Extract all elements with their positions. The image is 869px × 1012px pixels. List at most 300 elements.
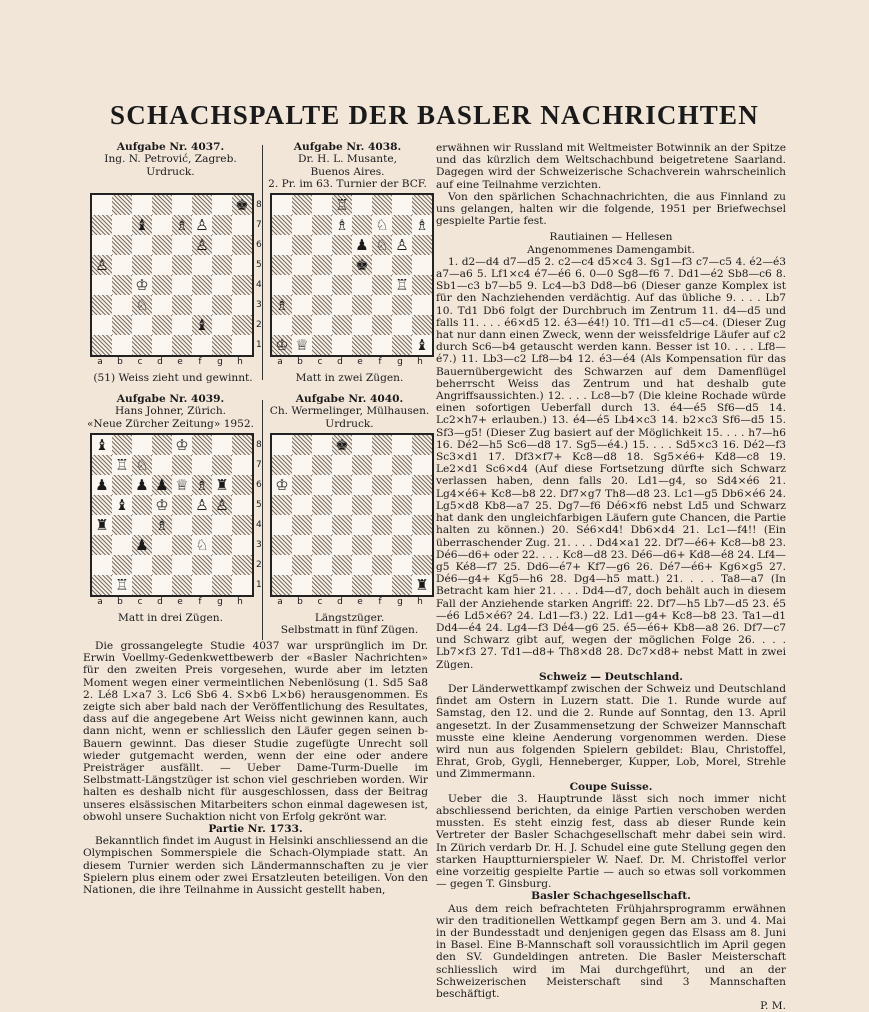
board-square — [392, 295, 412, 315]
board-square — [152, 455, 172, 475]
board-square — [392, 255, 412, 275]
board-square — [272, 275, 292, 295]
rank-label: 1 — [256, 340, 262, 350]
board-square — [92, 535, 112, 555]
problem-caption: (51) Weiss zieht und gewinnt. — [93, 372, 253, 384]
board-square — [332, 275, 352, 295]
board-square — [312, 555, 332, 575]
board-square — [212, 195, 232, 215]
board-square — [232, 295, 252, 315]
board-square — [292, 235, 312, 255]
board-square — [272, 555, 292, 575]
board-square — [192, 555, 212, 575]
board-square — [132, 555, 152, 575]
board-square — [332, 515, 352, 535]
file-label: b — [297, 597, 303, 607]
board-square — [92, 195, 112, 215]
chess-piece-icon: ♔ — [155, 496, 169, 514]
chess-piece-icon: ♗ — [415, 216, 429, 234]
problem-caption: Matt in zwei Zügen. — [295, 372, 404, 384]
board-square — [372, 335, 392, 355]
board-square — [372, 455, 392, 475]
board-square — [352, 555, 372, 575]
board-square — [272, 515, 292, 535]
board-square — [272, 255, 292, 275]
board-square — [352, 535, 372, 555]
board-square — [232, 475, 252, 495]
board-square — [92, 295, 112, 315]
board-square — [392, 315, 412, 335]
caption-line: Längstzüger. — [314, 612, 385, 624]
file-label: c — [317, 597, 323, 607]
board-square — [212, 315, 232, 335]
chess-piece-icon: ♔ — [275, 476, 289, 494]
board-square — [92, 235, 112, 255]
players: Rautiainen — Hellesen — [549, 231, 673, 244]
board-square — [232, 275, 252, 295]
board-square — [332, 555, 352, 575]
file-label: g — [217, 597, 223, 607]
board-square — [412, 235, 432, 255]
board-square — [372, 575, 392, 595]
partie-paragraph: Bekanntlich findet im August in Helsinki anschliessend an die Olympischen Sommerspiele die Schach-Olympiade statt. An diesem Turnier werden sich Ländermannschaften zu je vier Spielern plus einem oder zwei Ersatzleuten beteiligen. Von den Nationen, die ihre Teilnahme in Aussicht gestellt haben, — [83, 835, 428, 897]
board-square — [352, 335, 372, 355]
file-label: d — [337, 357, 343, 367]
board-square — [292, 455, 312, 475]
board-square — [332, 295, 352, 315]
board-square — [372, 255, 392, 275]
board-square — [412, 455, 432, 475]
chess-piece-icon: ♘ — [375, 216, 389, 234]
board-square — [232, 235, 252, 255]
problem-4038-header — [260, 141, 435, 191]
rank-label: 5 — [256, 500, 262, 510]
board-square — [332, 495, 352, 515]
board-square — [352, 195, 372, 215]
board-square — [312, 495, 332, 515]
section-title-bsg: Basler Schachgesellschaft. — [531, 890, 691, 903]
file-labels — [270, 357, 430, 367]
chess-piece-icon: ♟ — [135, 476, 149, 494]
chess-piece-icon: ♙ — [195, 236, 209, 254]
rank-label: 1 — [256, 580, 262, 590]
chess-piece-icon: ♘ — [135, 296, 149, 314]
board-square — [352, 475, 372, 495]
problem-4040-header — [262, 393, 437, 430]
board-square — [392, 495, 412, 515]
board-square — [112, 535, 132, 555]
board-square — [212, 515, 232, 535]
board-square — [292, 555, 312, 575]
board-square — [272, 575, 292, 595]
problem-title: Aufgabe Nr. 4039. — [116, 393, 225, 405]
board-square — [132, 315, 152, 335]
board-square — [232, 315, 252, 335]
chess-piece-icon: ♖ — [335, 196, 349, 214]
rank-label: 6 — [256, 480, 262, 490]
board-square — [232, 535, 252, 555]
board-square — [372, 495, 392, 515]
board-square — [332, 455, 352, 475]
chess-piece-icon: ♔ — [275, 336, 289, 354]
board-square — [212, 535, 232, 555]
board-square — [412, 195, 432, 215]
problem-caption: Matt in drei Zügen. — [118, 612, 223, 624]
chess-piece-icon: ♗ — [275, 296, 289, 314]
board-square — [412, 515, 432, 535]
board-square — [132, 335, 152, 355]
file-label: b — [117, 357, 123, 367]
board-square — [412, 255, 432, 275]
problem-source: «Neue Zürcher Zeitung» 1952. — [86, 417, 255, 430]
board-square — [152, 335, 172, 355]
board-square — [132, 575, 152, 595]
chess-piece-icon: ♚ — [335, 436, 349, 454]
chess-piece-icon: ♘ — [195, 536, 209, 554]
board-square — [172, 275, 192, 295]
board-square — [112, 275, 132, 295]
board-square — [372, 195, 392, 215]
file-label: b — [117, 597, 123, 607]
file-label: h — [417, 597, 423, 607]
problem-author: Ch. Wermelinger, Mülhausen. — [269, 405, 430, 418]
board-square — [332, 235, 352, 255]
problem-city: Buenos Aires. — [310, 165, 385, 178]
section-coupe: Ueber die 3. Hauptrunde lässt sich noch immer nicht abschliessend berichten, da einige Partien verschoben werden mussten. Es steht einzig fest, dass ab dieser Runde kein Vertreter der Basler Schachgesellschaft mehr dabei sein wird. In Zürich verdarb Dr. H. J. Schudel eine gute Stellung gegen den starken Hauptturnierspieler W. Naef. Dr. M. Christoffel verlor eine vorzeitig gespielte Partie — auch so etwas soll vorkommen — gegen T. Ginsburg. — [436, 792, 786, 891]
file-label: g — [217, 357, 223, 367]
file-label: a — [277, 357, 283, 367]
board-square — [412, 535, 432, 555]
chess-piece-icon: ♙ — [195, 496, 209, 514]
chess-piece-icon: ♔ — [175, 436, 189, 454]
rank-label: 8 — [256, 440, 262, 450]
board-square — [112, 315, 132, 335]
board-square — [372, 295, 392, 315]
right-column-text — [436, 142, 786, 1012]
board-square — [292, 275, 312, 295]
file-label: h — [237, 597, 243, 607]
chess-piece-icon: ♕ — [295, 336, 309, 354]
chess-board-4038 — [270, 193, 434, 357]
file-label: g — [397, 357, 403, 367]
board-square — [232, 555, 252, 575]
board-square — [392, 515, 412, 535]
chess-piece-icon: ♗ — [335, 216, 349, 234]
rank-label: 6 — [256, 240, 262, 250]
board-square — [412, 315, 432, 335]
file-label: f — [378, 357, 382, 367]
board-square — [312, 275, 332, 295]
board-square — [232, 455, 252, 475]
board-square — [92, 555, 112, 575]
chess-piece-icon: ♙ — [195, 216, 209, 234]
file-label: f — [378, 597, 382, 607]
chess-piece-icon: ♟ — [135, 536, 149, 554]
board-square — [212, 295, 232, 315]
file-label: d — [157, 597, 163, 607]
board-square — [92, 455, 112, 475]
section-schweiz: Der Länderwettkampf zwischen der Schweiz und Deutschland findet am Ostern in Luzern statt. Die 1. Runde wurde auf Samstag, den 12. und die 2. Runde auf Sonntag, den 13. April angesetzt. In der Zusammensetzung der Schweizer Mannschaft musste eine kleine Aenderung vorgenommen werden. Diese wird nun aus folgenden Spielern gebildet: Blau, Christoffel, Ehrat, Grob, Gygli, Henneberger, Kupper, Lob, Morel, Strehle und Zimmermann. — [436, 682, 786, 781]
board-square — [232, 495, 252, 515]
board-square — [112, 515, 132, 535]
file-label: c — [317, 357, 323, 367]
problem-source: 2. Pr. im 63. Turnier der BCF. — [268, 178, 427, 191]
board-square — [312, 575, 332, 595]
opening-name: Angenommenes Damengambit. — [527, 243, 695, 256]
caption-line: Selbstmatt in fünf Zügen. — [280, 624, 419, 637]
board-square — [112, 475, 132, 495]
board-square — [392, 535, 412, 555]
headline: SCHACHSPALTE DER BASLER NACHRICHTEN — [110, 100, 759, 130]
board-square — [132, 235, 152, 255]
left-column-text — [83, 640, 428, 896]
board-square — [312, 455, 332, 475]
section-title-schweiz: Schweiz — Deutschland. — [539, 670, 683, 683]
board-square — [152, 535, 172, 555]
file-labels — [270, 597, 430, 607]
problem-title: Aufgabe Nr. 4040. — [295, 393, 404, 405]
board-square — [312, 335, 332, 355]
file-label: b — [297, 357, 303, 367]
board-square — [172, 315, 192, 335]
game-moves: 1. d2—d4 d7—d5 2. c2—c4 d5×c4 3. Sg1—f3 c7—c5 4. é2—é3 a7—a6 5. Lf1×c4 é7—é6 6. 0—0 Sg8—f6 7. Dd1—é2 Sb8—c6 8. Sb1—c3 b7—b5 9. Lc4—b3 Dd8—b6 (Dieser ganze Komplex ist für den Nachziehenden verdächtig. Auf das übliche 9. . . . Lb7 10. Td1 Db6 folgt der Durchbruch im Zentrum 11. d4—d5 und falls 11. . . . é6×d5 12. é3—é4!) 10. Tf1—d1 c5—c4. (Dieser Zug hat nur dann einen Zweck, wenn der weissfeldrige Läufer auf c2 durch Sc6—b4 getauscht werden kann. Besser ist 10. . . . Lf8—é7.) 11. Lb3—c2 Lf8—b4 12. é3—é4 (Als Kompensation für das Bauernübergewicht des Schwarzen auf dem Damenflügel beherrscht Weiss das Zentrum und hat deshalb gute Angriffsaussichten.) 12. . . . Lc8—b7 (Die kleine Rochade würde einen sofortigen Ueberfall durch 13. é4—é5 Sf6—d5 14. Lc2×h7+ erlauben.) 13. é4—é5 Lb4×c3 14. b2×c3 Sf6—d5 15. Sf3—g5! (Dieser Zug basiert auf der Möglichkeit 15. . . . h7—h6 16. Dé2—h5 Sc6—d8 17. Sg5—é4.) 15. . . . Sd5×c3 16. Dé2—f3 Sc3×d1 17. Df3×f7+ Kc8—d8 18. Sg5×é6+ Kd8—c8 19. Le2×d1 Sc6×d4 (Auf diese Fortsetzung dürfte sich Schwarz verlassen haben, denn falls 20. Ld1—g4, so Sd4×é6 21. Lg4×é6+ Kc8—b8 22. Df7×g7 Th8—d8 23. Lc1—g5 Db6×é6 24. Lg5×d8 Kb8—a7 25. Dg7—f6 Dé6×f6 nebst Ld5 und Schwarz hat dank den ungleichfarbigen Läufern gute Chancen, die Partie halten zu können.) 20. Sé6×d4! Db6×d4 21. Lc1—f4!! (Ein überraschender Zug. 21. . . . Dd4×a1 22. Df7—é6+ Kc8—b8 23. Dé6—d6+ oder 22. . . . Kc8—d8 23. Dé6—d6+ Kd8—é8 24. Lf4—g5 Ké8—f7 25. Dd6—é7+ Kf7—g6 26. Dé7—é6+ Kg6×g5 27. Dé6—g4+ Kg5—h6 28. Dg4—h5 matt.) 21. . . . Ta8—a7 (In Betracht kam hier 21. . . . Dd4—d7, doch behält auch in diesem Fall der Anziehende starken Angriff: 22. Df7—h5 Lb7—d5 23. é5—é6 Ld5×é6? 24. Ld1—f3.) 22. Ld1—g4+ Kc8—b8 23. Ta1—d1 Dd4—é4 24. Lg4—f3 Dé4—g6 25. é5—é6+ Kb8—a8 26. Df7—c7 und Schwarz gibt auf, wegen der möglichen Folge 26. . . . Lb7×f3 27. Td1—d8+ Th8×d8 28. Dc7×d8+ nebst Matt in zwei Zügen. — [436, 255, 786, 671]
board-square — [292, 575, 312, 595]
board-square — [292, 295, 312, 315]
board-square — [112, 335, 132, 355]
board-square — [192, 195, 212, 215]
file-label: c — [137, 597, 143, 607]
rank-label: 4 — [256, 520, 262, 530]
board-square — [112, 435, 132, 455]
board-square — [312, 215, 332, 235]
chess-piece-icon: ♜ — [415, 576, 429, 594]
board-square — [312, 255, 332, 275]
chess-piece-icon: ♖ — [115, 456, 129, 474]
chess-piece-icon: ♝ — [95, 436, 109, 454]
board-square — [92, 495, 112, 515]
board-square — [372, 475, 392, 495]
chess-piece-icon: ♔ — [135, 276, 149, 294]
board-square — [232, 515, 252, 535]
board-square — [392, 335, 412, 355]
problem-source: Urdruck. — [146, 165, 195, 178]
board-square — [332, 255, 352, 275]
section-title-coupe: Coupe Suisse. — [569, 780, 653, 793]
chess-piece-icon: ♟ — [155, 476, 169, 494]
board-square — [232, 215, 252, 235]
board-square — [272, 195, 292, 215]
board-square — [412, 475, 432, 495]
board-square — [412, 295, 432, 315]
chess-piece-icon: ♝ — [415, 336, 429, 354]
board-square — [192, 335, 212, 355]
board-square — [392, 435, 412, 455]
file-labels — [90, 357, 250, 367]
chess-piece-icon: ♙ — [215, 496, 229, 514]
file-label: c — [137, 357, 143, 367]
board-square — [352, 315, 372, 335]
rank-label: 7 — [256, 460, 262, 470]
chess-piece-icon: ♙ — [95, 256, 109, 274]
board-square — [172, 535, 192, 555]
board-square — [172, 235, 192, 255]
board-square — [272, 495, 292, 515]
board-square — [192, 255, 212, 275]
board-square — [292, 315, 312, 335]
board-square — [312, 295, 332, 315]
board-square — [232, 255, 252, 275]
board-square — [152, 435, 172, 455]
problem-author: Ing. N. Petrović, Zagreb. — [104, 153, 237, 166]
board-square — [152, 315, 172, 335]
board-square — [152, 195, 172, 215]
study-paragraph: Die grossangelegte Studie 4037 war ursprünglich im Dr. Erwin Voellmy-Gedenkwettbewerb der «Basler Nachrichten» für den zweiten Preis vorgesehen, wurde aber im letzten Moment wegen einer vermeintlichen Nebenlösung (1. Sd5 Sa8 2. Lé8 L×a7 3. Lc6 Sb6 4. S×b6 L×b6) herausgenommen. Es zeigte sich aber bald nach der Veröffentlichung des Resultates, dass auf die angegebene Art Weiss nicht gewinnen kann, auch dann nicht, wenn er schliesslich den Läufer gegen seinen b-Bauern gewinnt. Das dieser Studie zugefügte Unrecht soll wieder gutgemacht werden, wenn der eine oder andere Preisträger ausfällt. — Ueber Dame-Turm-Duelle im Selbstmatt-Längstzüger ist schon viel geschrieben worden. Wir halten es deshalb nicht für ausgeschlossen, dass der Beitrag unseres elsässischen Mitarbeiters schon einmal dagewesen ist, obwohl unsere Suchaktion nicht von Erfolg gekrönt war. — [83, 640, 428, 823]
signature: P. M. — [760, 1000, 786, 1012]
board-square — [172, 255, 192, 275]
board-square — [352, 215, 372, 235]
board-square — [152, 255, 172, 275]
board-square — [352, 455, 372, 475]
board-square — [292, 255, 312, 275]
board-square — [192, 455, 212, 475]
chess-board-4039 — [90, 433, 254, 597]
board-square — [312, 235, 332, 255]
board-square — [332, 575, 352, 595]
board-square — [172, 495, 192, 515]
board-square — [412, 275, 432, 295]
board-square — [392, 555, 412, 575]
board-square — [212, 215, 232, 235]
board-square — [412, 435, 432, 455]
board-square — [132, 255, 152, 275]
board-square — [172, 335, 192, 355]
board-square — [272, 215, 292, 235]
board-square — [152, 295, 172, 315]
file-label: e — [177, 597, 183, 607]
board-square — [172, 555, 192, 575]
board-square — [132, 195, 152, 215]
intro-paragraph-2: Von den spärlichen Schachnachrichten, die aus Finnland zu uns gelangen, halten wir die folgende, 1951 per Briefwechsel gespielte Partie fest. — [436, 190, 786, 228]
rank-label: 7 — [256, 220, 262, 230]
board-square — [352, 275, 372, 295]
board-square — [372, 275, 392, 295]
file-label: h — [417, 357, 423, 367]
board-square — [212, 575, 232, 595]
chess-piece-icon: ♖ — [395, 276, 409, 294]
board-square — [392, 215, 412, 235]
file-label: e — [357, 357, 363, 367]
file-label: a — [277, 597, 283, 607]
board-square — [112, 235, 132, 255]
board-square — [412, 555, 432, 575]
file-label: g — [397, 597, 403, 607]
rank-label: 2 — [256, 560, 262, 570]
board-square — [352, 495, 372, 515]
problem-source: Urdruck. — [325, 417, 374, 430]
board-square — [192, 295, 212, 315]
board-square — [192, 515, 212, 535]
chess-board-4037 — [90, 193, 254, 357]
file-label: f — [198, 597, 202, 607]
board-square — [332, 535, 352, 555]
chess-piece-icon: ♕ — [175, 476, 189, 494]
board-square — [212, 275, 232, 295]
problem-title: Aufgabe Nr. 4037. — [116, 141, 225, 153]
board-square — [172, 295, 192, 315]
file-label: a — [97, 597, 103, 607]
board-square — [172, 195, 192, 215]
file-label: d — [157, 357, 163, 367]
board-square — [332, 315, 352, 335]
chess-piece-icon: ♙ — [395, 236, 409, 254]
rank-label: 8 — [256, 200, 262, 210]
chess-piece-icon: ♚ — [355, 256, 369, 274]
rank-label: 3 — [256, 540, 262, 550]
board-square — [92, 575, 112, 595]
rank-label: 5 — [256, 260, 262, 270]
board-square — [372, 535, 392, 555]
chess-piece-icon: ♝ — [135, 216, 149, 234]
chess-piece-icon: ♟ — [355, 236, 369, 254]
problem-caption — [262, 612, 437, 637]
board-square — [392, 455, 412, 475]
board-square — [372, 555, 392, 575]
board-square — [192, 435, 212, 455]
board-square — [132, 495, 152, 515]
chess-piece-icon: ♜ — [95, 516, 109, 534]
board-square — [312, 435, 332, 455]
chess-piece-icon: ♗ — [195, 476, 209, 494]
board-square — [192, 275, 212, 295]
board-square — [292, 215, 312, 235]
board-square — [272, 455, 292, 475]
board-square — [232, 575, 252, 595]
board-square — [112, 555, 132, 575]
board-square — [312, 515, 332, 535]
file-label: e — [177, 357, 183, 367]
chess-board-4040 — [270, 433, 434, 597]
board-square — [232, 435, 252, 455]
board-square — [92, 275, 112, 295]
chess-piece-icon: ♘ — [135, 456, 149, 474]
board-square — [92, 315, 112, 335]
file-labels — [90, 597, 250, 607]
board-square — [352, 575, 372, 595]
board-square — [312, 475, 332, 495]
board-square — [152, 215, 172, 235]
problem-title: Aufgabe Nr. 4038. — [293, 141, 402, 153]
board-square — [212, 235, 232, 255]
board-square — [272, 435, 292, 455]
board-square — [152, 275, 172, 295]
chess-piece-icon: ♗ — [175, 216, 189, 234]
partie-title: Partie Nr. 1733. — [208, 823, 303, 836]
board-square — [132, 515, 152, 535]
board-square — [92, 215, 112, 235]
chess-piece-icon: ♝ — [115, 496, 129, 514]
board-square — [272, 315, 292, 335]
board-square — [232, 335, 252, 355]
rank-label: 3 — [256, 300, 262, 310]
chess-piece-icon: ♚ — [235, 196, 249, 214]
intro-paragraph: erwähnen wir Russland mit Weltmeister Botwinnik an der Spitze und das kürzlich dem Weltschachbund beigetretene Saarland. Dagegen wird der Schweizerische Schachverein wahrscheinlich auf eine Teilnahme verzichten. — [436, 142, 786, 191]
board-square — [332, 335, 352, 355]
chess-piece-icon: ♟ — [95, 476, 109, 494]
chess-piece-icon: ♖ — [115, 576, 129, 594]
board-square — [212, 255, 232, 275]
board-square — [172, 515, 192, 535]
file-label: f — [198, 357, 202, 367]
